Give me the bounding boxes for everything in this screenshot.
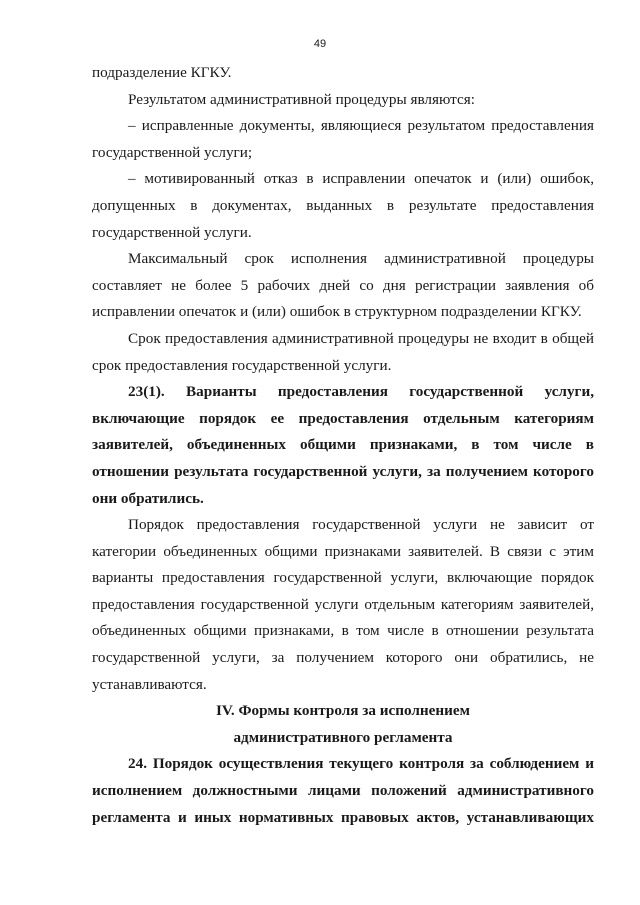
page-number: 49 [313,38,327,50]
document-body [92,60,594,831]
paragraph: подразделение КГКУ. [92,64,232,81]
section-24-heading: 24. Порядок осуществления текущего контроля за соблюдением и исполнением должностными лицами положений административного регламента и иных нормативных правовых актов, устанавливающих [92,755,594,826]
section-heading-line: административного регламента [233,728,453,746]
section-heading-line: IV. Формы контроля за исполнением [215,702,470,720]
paragraph: Срок предоставления административной процедуры не входит в общей срок предоставления государственной услуги. [92,329,594,374]
paragraph: – мотивированный отказ в исправлении опечаток и (или) ошибок, допущенных в документах, выданных в результате предоставления государственной услуги. [92,170,594,241]
paragraph: Результатом административной процедуры являются: [128,90,475,108]
paragraph: – исправленные документы, являющиеся результатом предоставления государственной услуги; [92,117,594,161]
paragraph: Максимальный срок исполнения административной процедуры составляет не более 5 рабочих дней со дня регистрации заявления об исправлении опечаток и (или) ошибок в структурном подразделении КГКУ. [92,250,594,321]
section-23-1-heading: 23(1). Варианты предоставления государственной услуги, включающие порядок ее предоставления отдельным категориям заявителей, объединенных общими признаками, в том числе в отношении результата государственной услуги, за получением которого они обратились. [92,383,594,507]
paragraph: Порядок предоставления государственной услуги не зависит от категории объединенных общими признаками заявителей. В связи с этим варианты предоставления государственной услуги, включающие порядок предоставления государственной услуги отдельным категориям заявителей, объединенных общими признаками, в том числе в отношении результата государственной услуги, за получением которого они обратились, не устанавливаются. [92,516,594,693]
